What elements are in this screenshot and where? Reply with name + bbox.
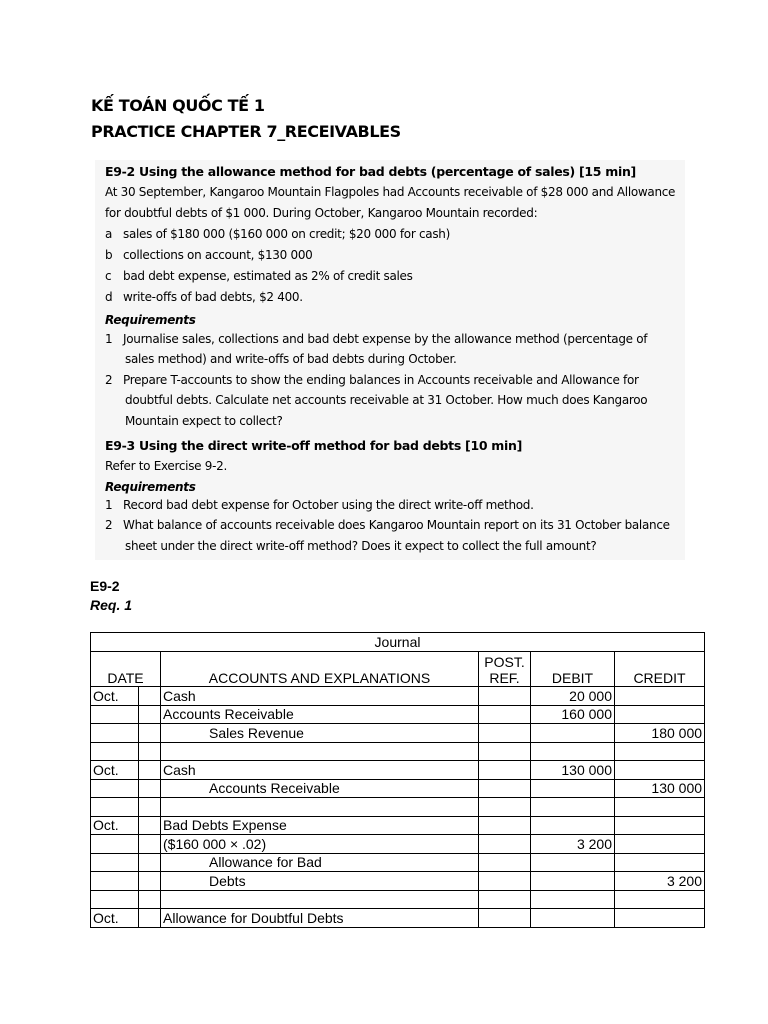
item-marker: d bbox=[105, 290, 113, 304]
e92-item-b bbox=[105, 248, 313, 262]
date-cell bbox=[91, 742, 139, 761]
date-cell bbox=[91, 872, 139, 891]
debit-cell bbox=[531, 798, 615, 817]
table-row bbox=[91, 890, 705, 909]
e92-text-line: for doubtful debts of $1 000. During October, Kangaroo Mountain recorded: bbox=[105, 206, 538, 220]
table-row bbox=[91, 779, 705, 798]
e93-text-line: Refer to Exercise 9-2. bbox=[105, 459, 227, 473]
date-cell: Oct. bbox=[91, 761, 139, 780]
credit-cell bbox=[615, 835, 705, 854]
post-ref-cell bbox=[479, 779, 531, 798]
e93-requirement-1 bbox=[105, 498, 534, 512]
requirement-text: doubtful debts. Calculate net accounts receivable at 31 October. How much does Kangaroo bbox=[125, 393, 648, 407]
textbook-excerpt bbox=[95, 160, 685, 560]
section-label: E9-2 bbox=[90, 578, 120, 594]
debit-cell bbox=[531, 872, 615, 891]
e92-item-d bbox=[105, 290, 303, 304]
post-ref-cell bbox=[479, 798, 531, 817]
credit-cell bbox=[615, 687, 705, 706]
requirement-label: Req. 1 bbox=[90, 597, 133, 613]
requirement-text: Record bad debt expense for October using the direct write-off method. bbox=[123, 498, 534, 512]
credit-cell bbox=[615, 890, 705, 909]
post-ref-cell bbox=[479, 853, 531, 872]
credit-cell bbox=[615, 705, 705, 724]
credit-header: CREDIT bbox=[615, 652, 705, 687]
debit-cell: 3 200 bbox=[531, 835, 615, 854]
e92-title: E9-2 Using the allowance method for bad debts (percentage of sales) [15 min] bbox=[105, 164, 636, 179]
credit-cell bbox=[615, 742, 705, 761]
requirement-marker: 2 bbox=[105, 373, 113, 387]
account-cell: Sales Revenue bbox=[161, 724, 479, 743]
journal-header-row bbox=[91, 652, 705, 687]
requirement-text: Journalise sales, collections and bad debt expense by the allowance method (percentage of bbox=[123, 332, 648, 346]
debit-cell bbox=[531, 742, 615, 761]
debit-cell bbox=[531, 724, 615, 743]
post-ref-header-line1: POST. bbox=[484, 654, 525, 670]
day-cell bbox=[139, 724, 161, 743]
debit-cell bbox=[531, 909, 615, 928]
account-cell bbox=[161, 798, 479, 817]
date-cell bbox=[91, 890, 139, 909]
day-cell bbox=[139, 687, 161, 706]
requirements-label: Requirements bbox=[105, 480, 196, 494]
requirement-marker: 1 bbox=[105, 498, 113, 512]
table-row bbox=[91, 724, 705, 743]
credit-cell: 3 200 bbox=[615, 872, 705, 891]
account-cell: Allowance for Bad bbox=[161, 853, 479, 872]
day-cell bbox=[139, 835, 161, 854]
post-ref-cell bbox=[479, 687, 531, 706]
post-ref-cell bbox=[479, 724, 531, 743]
journal-title: Journal bbox=[91, 633, 705, 652]
credit-cell bbox=[615, 761, 705, 780]
item-marker: a bbox=[105, 227, 113, 241]
debit-cell bbox=[531, 779, 615, 798]
post-ref-cell bbox=[479, 816, 531, 835]
date-cell bbox=[91, 835, 139, 854]
item-text: write-offs of bad debts, $2 400. bbox=[123, 290, 303, 304]
day-cell bbox=[139, 890, 161, 909]
account-cell: Allowance for Doubtful Debts bbox=[161, 909, 479, 928]
debit-cell: 20 000 bbox=[531, 687, 615, 706]
credit-cell: 180 000 bbox=[615, 724, 705, 743]
post-ref-cell bbox=[479, 742, 531, 761]
account-cell: Cash bbox=[161, 687, 479, 706]
table-row bbox=[91, 705, 705, 724]
debit-cell bbox=[531, 853, 615, 872]
post-ref-cell bbox=[479, 761, 531, 780]
day-cell bbox=[139, 779, 161, 798]
account-cell: Debts bbox=[161, 872, 479, 891]
table-row bbox=[91, 761, 705, 780]
date-cell: Oct. bbox=[91, 687, 139, 706]
credit-cell: 130 000 bbox=[615, 779, 705, 798]
date-header: DATE bbox=[91, 652, 161, 687]
day-cell bbox=[139, 705, 161, 724]
credit-cell bbox=[615, 853, 705, 872]
account-cell: ($160 000 × .02) bbox=[161, 835, 479, 854]
debit-cell bbox=[531, 816, 615, 835]
e93-requirement-2 bbox=[105, 518, 670, 532]
table-row bbox=[91, 742, 705, 761]
requirement-2 bbox=[105, 373, 639, 387]
table-row bbox=[91, 872, 705, 891]
e93-title: E9-3 Using the direct write-off method for bad debts [10 min] bbox=[105, 438, 523, 453]
day-cell bbox=[139, 798, 161, 817]
requirement-marker: 2 bbox=[105, 518, 113, 532]
item-text: collections on account, $130 000 bbox=[123, 248, 313, 262]
requirement-text: Prepare T-accounts to show the ending balances in Accounts receivable and Allowance for bbox=[123, 373, 639, 387]
account-cell bbox=[161, 742, 479, 761]
day-cell bbox=[139, 909, 161, 928]
item-text: bad debt expense, estimated as 2% of credit sales bbox=[123, 269, 413, 283]
date-cell bbox=[91, 853, 139, 872]
post-ref-cell bbox=[479, 705, 531, 724]
requirement-text: What balance of accounts receivable does Kangaroo Mountain report on its 31 October balance bbox=[123, 518, 670, 532]
date-cell: Oct. bbox=[91, 816, 139, 835]
date-cell bbox=[91, 798, 139, 817]
e92-text-line: At 30 September, Kangaroo Mountain Flagpoles had Accounts receivable of $28 000 and Allowance bbox=[105, 185, 676, 199]
post-ref-header-line2: REF. bbox=[489, 670, 520, 686]
requirement-marker: 1 bbox=[105, 332, 113, 346]
date-cell bbox=[91, 724, 139, 743]
debit-cell: 160 000 bbox=[531, 705, 615, 724]
requirement-text: sheet under the direct write-off method? Does it expect to collect the full amount? bbox=[125, 539, 597, 553]
post-ref-cell bbox=[479, 835, 531, 854]
post-ref-cell bbox=[479, 890, 531, 909]
date-cell bbox=[91, 705, 139, 724]
e92-item-c bbox=[105, 269, 413, 283]
e92-item-a bbox=[105, 227, 450, 241]
table-row bbox=[91, 853, 705, 872]
day-cell bbox=[139, 853, 161, 872]
credit-cell bbox=[615, 816, 705, 835]
table-row bbox=[91, 687, 705, 706]
account-cell bbox=[161, 890, 479, 909]
requirements-label: Requirements bbox=[105, 313, 196, 327]
item-text: sales of $180 000 ($160 000 on credit; $20 000 for cash) bbox=[123, 227, 450, 241]
day-cell bbox=[139, 816, 161, 835]
document-title: KẾ TOÁN QUỐC TẾ 1 bbox=[91, 96, 265, 115]
journal-table bbox=[90, 632, 705, 928]
item-marker: c bbox=[105, 269, 112, 283]
table-row bbox=[91, 909, 705, 928]
account-cell: Accounts Receivable bbox=[161, 705, 479, 724]
day-cell bbox=[139, 742, 161, 761]
table-row bbox=[91, 798, 705, 817]
day-cell bbox=[139, 872, 161, 891]
requirement-1 bbox=[105, 332, 647, 346]
item-marker: b bbox=[105, 248, 113, 262]
requirement-text: Mountain expect to collect? bbox=[125, 414, 283, 428]
account-cell: Bad Debts Expense bbox=[161, 816, 479, 835]
date-cell: Oct. bbox=[91, 909, 139, 928]
post-ref-header bbox=[479, 652, 531, 687]
account-cell: Cash bbox=[161, 761, 479, 780]
requirement-text: sales method) and write-offs of bad debts during October. bbox=[125, 352, 457, 366]
date-cell bbox=[91, 779, 139, 798]
debit-cell: 130 000 bbox=[531, 761, 615, 780]
post-ref-cell bbox=[479, 872, 531, 891]
day-cell bbox=[139, 761, 161, 780]
account-cell: Accounts Receivable bbox=[161, 779, 479, 798]
document-subtitle: PRACTICE CHAPTER 7_RECEIVABLES bbox=[91, 122, 401, 141]
credit-cell bbox=[615, 909, 705, 928]
accounts-header: ACCOUNTS AND EXPLANATIONS bbox=[161, 652, 479, 687]
debit-cell bbox=[531, 890, 615, 909]
table-row bbox=[91, 816, 705, 835]
table-row bbox=[91, 835, 705, 854]
credit-cell bbox=[615, 798, 705, 817]
debit-header: DEBIT bbox=[531, 652, 615, 687]
post-ref-cell bbox=[479, 909, 531, 928]
